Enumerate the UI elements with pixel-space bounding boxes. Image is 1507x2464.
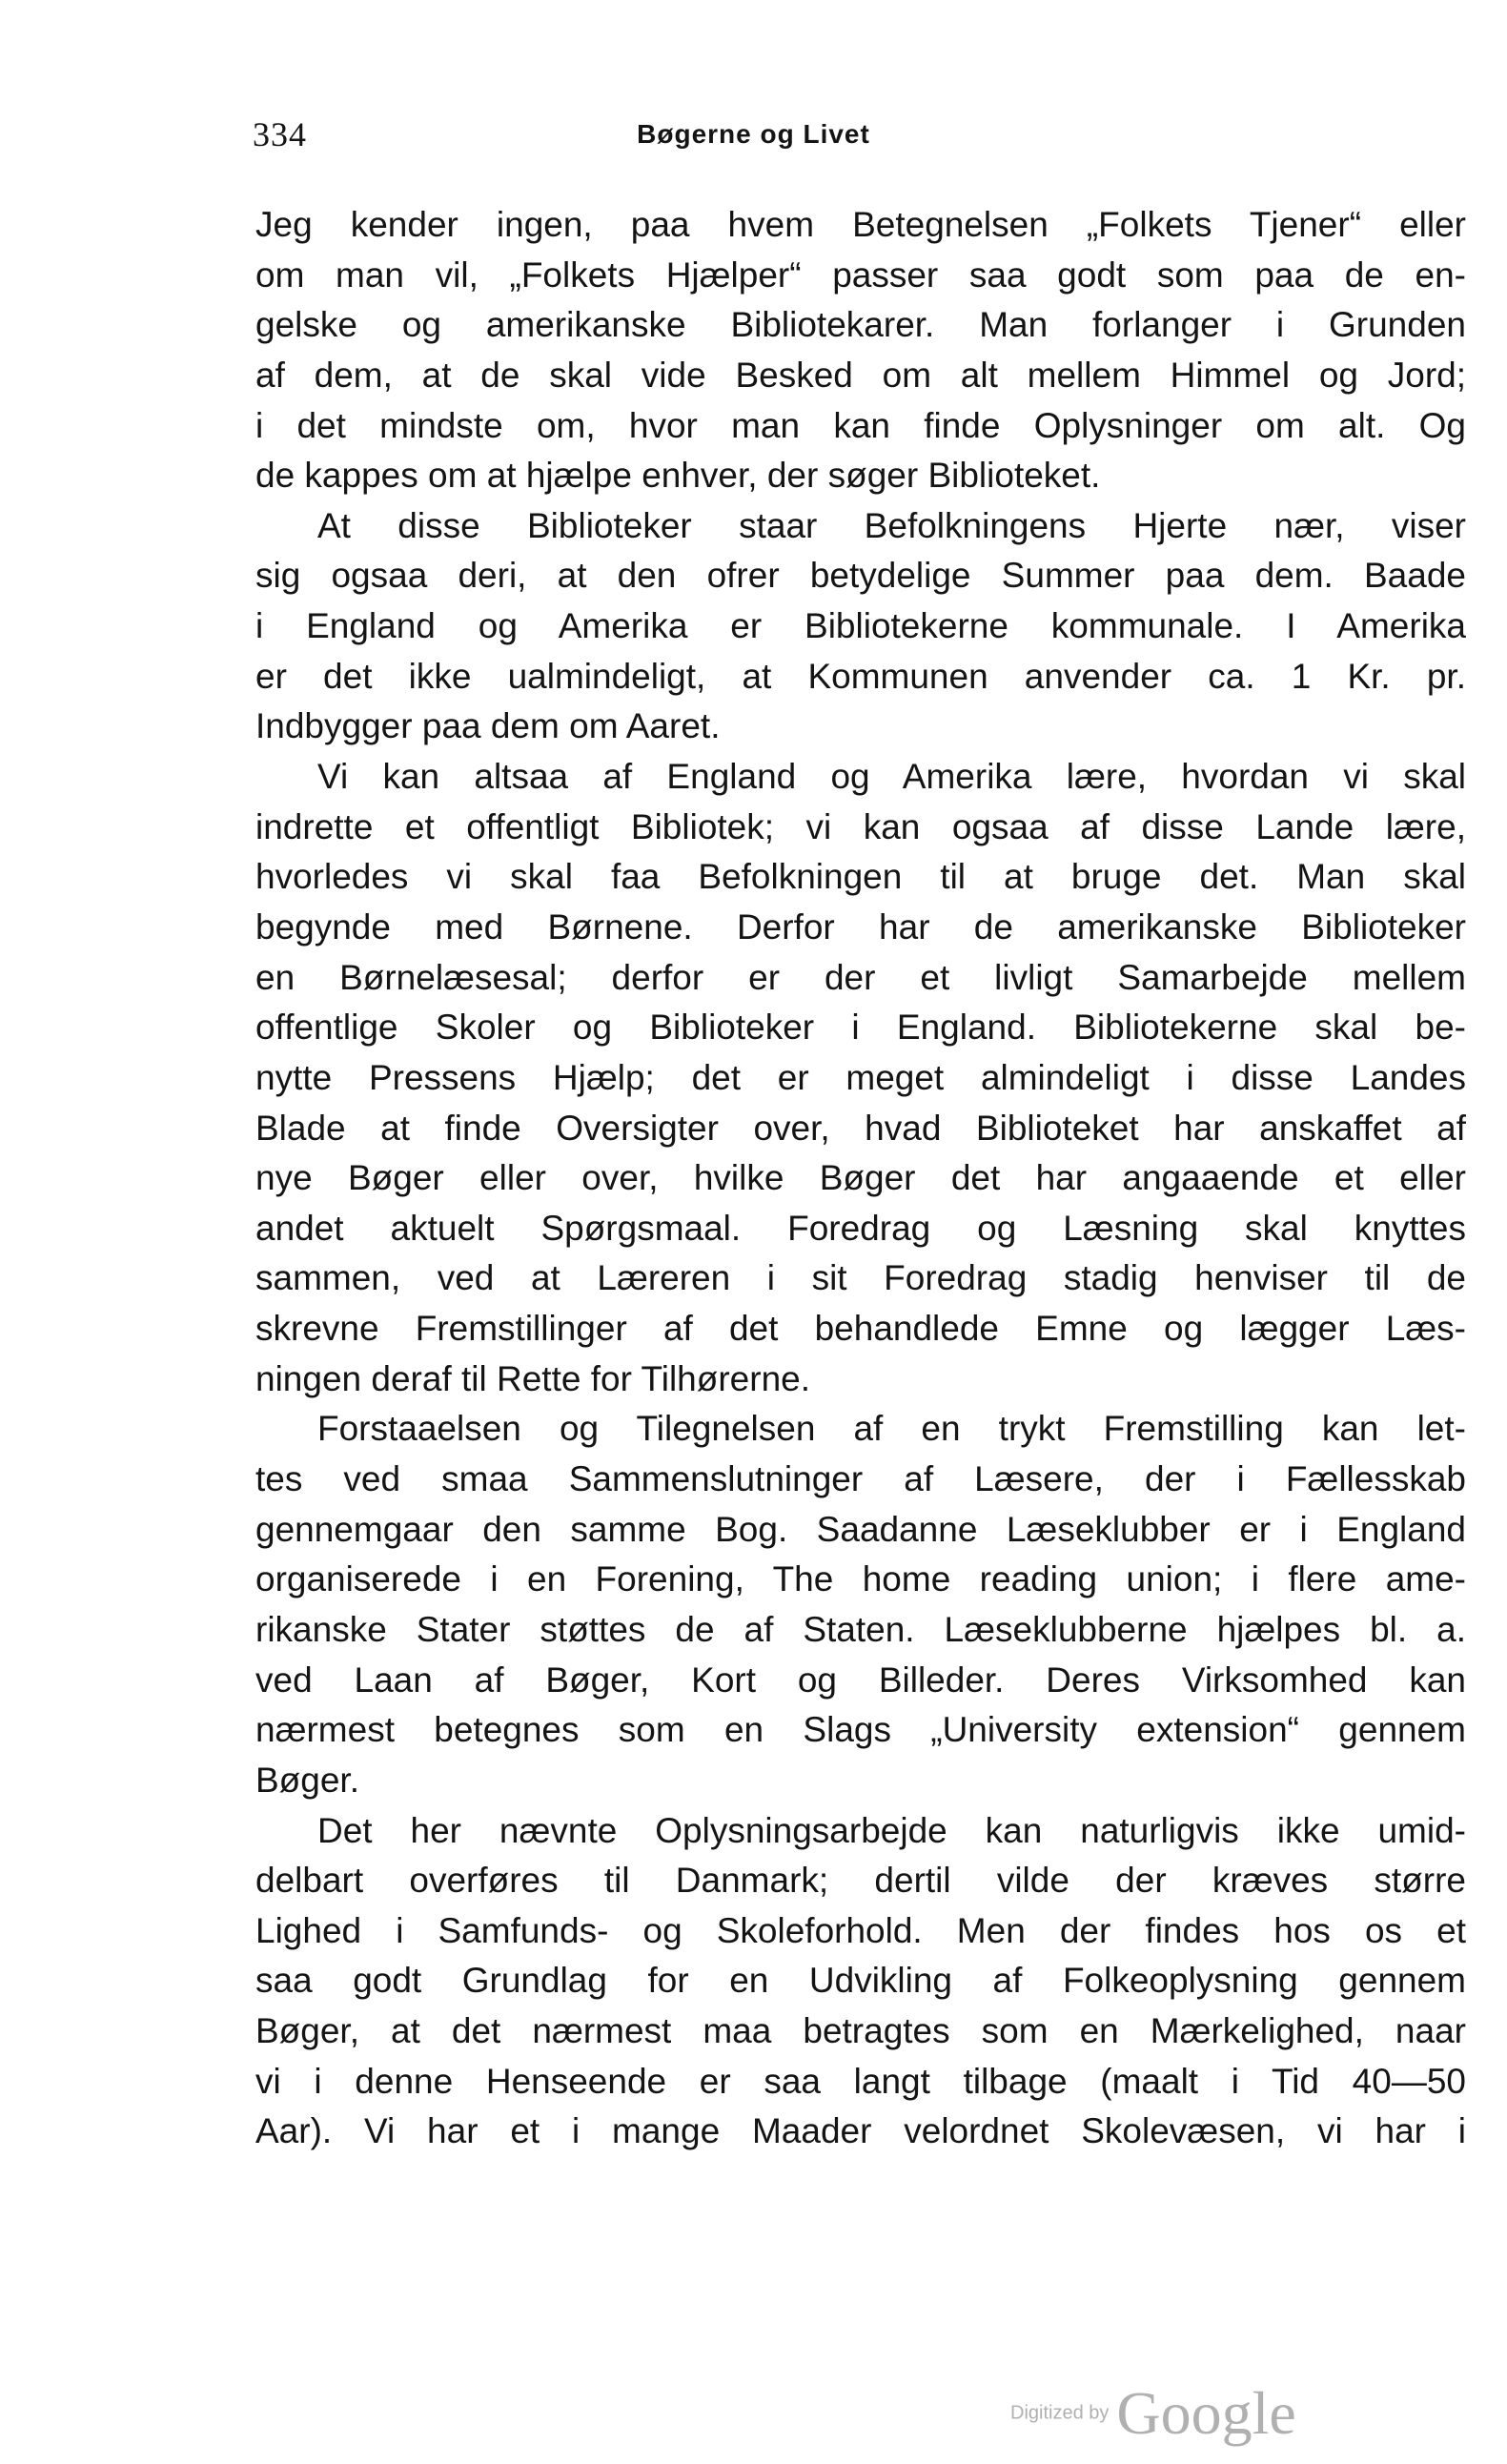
text-line: en Børnelæsesal; derfor er der et livligt Samarbejde mellem	[255, 957, 1466, 997]
text-line: skrevne Fremstillinger af det behandlede Emne og lægger Læs-	[255, 1309, 1466, 1349]
running-title: Bøgerne og Livet	[637, 119, 870, 149]
text-line: delbart overføres til Danmark; dertil vilde der kræves større	[255, 1861, 1466, 1901]
text-line: andet aktuelt Spørgsmaal. Foredrag og Læsning skal knyttes	[255, 1208, 1466, 1248]
text-line: i England og Amerika er Bibliotekerne kommunale. I Amerika	[255, 606, 1466, 646]
text-line: Bøger, at det nærmest maa betragtes som en Mærkelighed, naar	[255, 2011, 1466, 2051]
text-line: i det mindste om, hvor man kan finde Oplysninger om alt. Og	[255, 405, 1466, 445]
text-line: Bøger.	[255, 1760, 359, 1800]
text-line: ningen deraf til Rette for Tilhørerne.	[255, 1358, 811, 1398]
text-line: saa godt Grundlag for en Udvikling af Folkeoplysning gennem	[255, 1961, 1466, 2001]
text-line: de kappes om at hjælpe enhver, der søger Biblioteket.	[255, 456, 1101, 496]
text-line: gelske og amerikanske Bibliotekarer. Man forlanger i Grunden	[255, 305, 1466, 345]
text-line: Lighed i Samfunds- og Skoleforhold. Men der findes hos os et	[255, 1910, 1466, 1950]
google-logo: Google	[1116, 2379, 1296, 2447]
digitized-by-label: Digitized by	[1010, 2402, 1110, 2424]
text-line: om man vil, „Folkets Hjælper“ passer saa godt som paa de en-	[255, 255, 1466, 295]
text-line: sig ogsaa deri, at den ofrer betydelige Summer paa dem. Baade	[255, 556, 1466, 596]
text-line: sammen, ved at Læreren i sit Foredrag stadig henviser til de	[255, 1258, 1466, 1298]
text-line: Jeg kender ingen, paa hvem Betegnelsen „Folkets Tjener“ eller	[255, 205, 1466, 244]
digitized-watermark	[1010, 2378, 1296, 2449]
text-line: indrette et offentligt Bibliotek; vi kan ogsaa af disse Lande lære,	[255, 806, 1466, 846]
text-line: af dem, at de skal vide Besked om alt mellem Himmel og Jord;	[255, 355, 1466, 395]
text-line: At disse Biblioteker staar Befolkningens Hjerte nær, viser	[317, 505, 1466, 545]
text-line: er det ikke ualmindeligt, at Kommunen anvender ca. 1 Kr. pr.	[255, 656, 1466, 696]
text-line: Blade at finde Oversigter over, hvad Biblioteket har anskaffet af	[255, 1108, 1466, 1148]
text-line: tes ved smaa Sammenslutninger af Læsere, der i Fællesskab	[255, 1459, 1466, 1499]
text-line: gennemgaar den samme Bog. Saadanne Læseklubber er i England	[255, 1509, 1466, 1549]
text-line: Det her nævnte Oplysningsarbejde kan naturligvis ikke umid-	[317, 1810, 1466, 1850]
page-number: 334	[253, 115, 307, 153]
text-line: rikanske Stater støttes de af Staten. Læseklubberne hjælpes bl. a.	[255, 1609, 1466, 1649]
text-line: hvorledes vi skal faa Befolkningen til at bruge det. Man skal	[255, 857, 1466, 897]
text-line: Indbygger paa dem om Aaret.	[255, 706, 721, 746]
text-line: offentlige Skoler og Biblioteker i England. Bibliotekerne skal be-	[255, 1008, 1466, 1048]
body-text	[255, 200, 1466, 2157]
text-line: Forstaaelsen og Tilegnelsen af en trykt Fremstilling kan let-	[317, 1409, 1466, 1449]
text-line: Vi kan altsaa af England og Amerika lære, hvordan vi skal	[317, 757, 1466, 797]
text-line: nytte Pressens Hjælp; det er meget almindeligt i disse Landes	[255, 1057, 1466, 1097]
text-line: Aar). Vi har et i mange Maader velordnet Skolevæsen, vi har i	[255, 2111, 1466, 2151]
text-line: begynde med Børnene. Derfor har de amerikanske Biblioteker	[255, 906, 1466, 947]
text-line: vi i denne Henseende er saa langt tilbage (maalt i Tid 40—50	[255, 2061, 1466, 2101]
text-line: organiserede i en Forening, The home reading union; i flere ame-	[255, 1559, 1466, 1599]
text-line: nærmest betegnes som en Slags „University extension“ gennem	[255, 1710, 1466, 1750]
text-line: nye Bøger eller over, hvilke Bøger det har angaaende et eller	[255, 1158, 1466, 1198]
text-line: ved Laan af Bøger, Kort og Billeder. Deres Virksomhed kan	[255, 1660, 1466, 1700]
